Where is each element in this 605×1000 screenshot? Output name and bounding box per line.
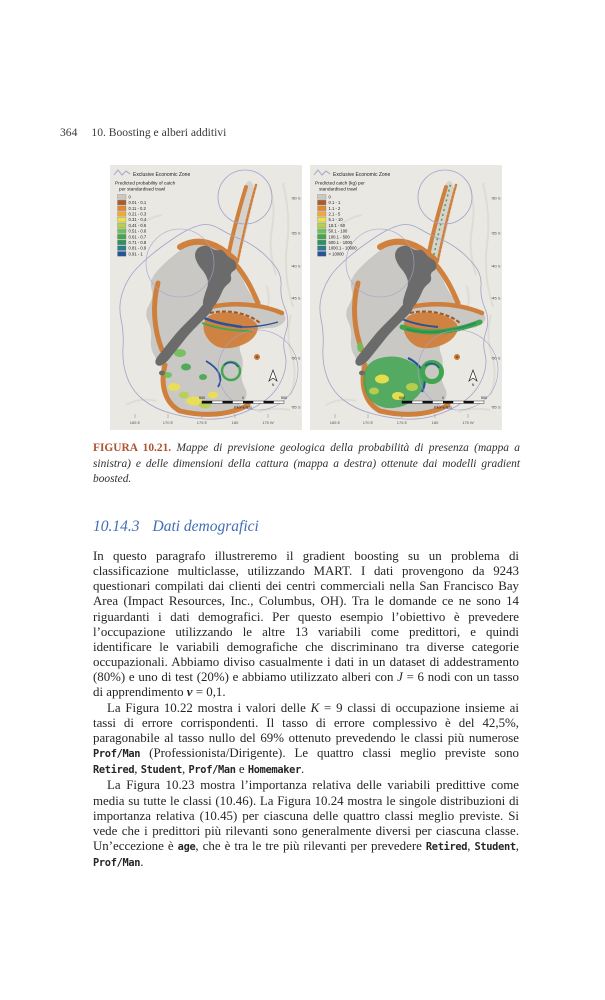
svg-text:500: 500: [480, 396, 488, 400]
legend-swatch: [118, 252, 127, 257]
svg-text:N: N: [271, 383, 275, 387]
svg-text:175 E: 175 E: [396, 420, 408, 425]
stewart-island: [159, 371, 165, 376]
figure-caption-text: Mappe di previsione geologica della probabilità di presenza (mappa a sinistra) e delle dimensioni della cattura (mappa a destra) ottenute dai modelli gradient boosted.: [93, 442, 520, 486]
stewart-island: [359, 371, 365, 376]
svg-text:Kilometers: Kilometers: [434, 405, 452, 410]
legend-swatch: [318, 246, 327, 251]
svg-text:30 S: 30 S: [292, 195, 301, 201]
svg-text:180: 180: [231, 420, 239, 425]
legend-swatch: [118, 229, 127, 234]
svg-text:1.1 - 2: 1.1 - 2: [328, 205, 341, 211]
svg-text:N: N: [471, 383, 475, 387]
svg-text:per standardised trawl: per standardised trawl: [119, 186, 166, 192]
legend-swatch: [118, 223, 127, 228]
figure-maps: [110, 165, 502, 430]
svg-text:175 E: 175 E: [196, 420, 208, 425]
legend-swatch: [318, 206, 327, 211]
page-number: 364: [60, 126, 78, 139]
svg-text:0.01 - 0.1: 0.01 - 0.1: [128, 200, 147, 206]
svg-text:2.1 - 5: 2.1 - 5: [328, 211, 341, 217]
svg-text:0: 0: [128, 194, 131, 200]
svg-text:55 S: 55 S: [492, 404, 501, 410]
svg-text:35 S: 35 S: [292, 230, 301, 236]
section-number: 10.14.3: [93, 518, 140, 535]
svg-text:500.1 - 1000: 500.1 - 1000: [328, 240, 353, 245]
svg-text:0.21 - 0.3: 0.21 - 0.3: [128, 211, 147, 217]
svg-text:500: 500: [280, 396, 288, 400]
svg-text:100.1 - 500: 100.1 - 500: [328, 234, 350, 240]
svg-text:5.1 - 10: 5.1 - 10: [328, 217, 343, 223]
svg-text:0.31 - 0.4: 0.31 - 0.4: [128, 217, 147, 223]
legend-swatch: [118, 206, 127, 211]
svg-text:0.71 - 0.8: 0.71 - 0.8: [128, 240, 147, 245]
svg-text:180: 180: [431, 420, 439, 425]
svg-text:> 10000: > 10000: [328, 251, 344, 257]
legend-swatch: [318, 223, 327, 228]
svg-text:35 S: 35 S: [492, 230, 501, 236]
body-text: [93, 549, 519, 871]
legend-swatch: [118, 240, 127, 245]
map-probability: [110, 165, 302, 430]
legend-swatch: [318, 195, 327, 200]
svg-text:175 W: 175 W: [462, 420, 474, 425]
svg-text:45 S: 45 S: [292, 295, 301, 301]
svg-text:0.41 - 0.5: 0.41 - 0.5: [128, 222, 147, 228]
legend-swatch: [118, 212, 127, 217]
svg-text:0: 0: [328, 194, 331, 200]
svg-text:55 S: 55 S: [292, 404, 301, 410]
svg-text:40 S: 40 S: [292, 263, 301, 269]
svg-text:0.1 - 1: 0.1 - 1: [328, 200, 341, 206]
svg-text:165 E: 165 E: [129, 420, 141, 425]
running-head-title: 10. Boosting e alberi additivi: [91, 126, 227, 139]
section-heading: [93, 518, 259, 536]
legend-swatch: [318, 240, 327, 245]
svg-text:standardised trawl: standardised trawl: [319, 186, 358, 192]
svg-text:50 S: 50 S: [292, 355, 301, 361]
svg-text:Exclusive Economic Zone: Exclusive Economic Zone: [133, 172, 191, 178]
svg-text:0.51 - 0.6: 0.51 - 0.6: [128, 228, 147, 234]
running-header: [60, 126, 226, 139]
map-probability-svg: [110, 165, 302, 430]
svg-text:45 S: 45 S: [492, 295, 501, 301]
svg-text:0: 0: [441, 396, 445, 400]
figure-label: FIGURA 10.21.: [93, 442, 172, 454]
paragraph: In questo paragrafo illustreremo il gradient boosting su un problema di classificazione multiclasse, utilizzando MART. I dati provengono da 9243 questionari compilati dai clienti dei centri commerciali nella San Francisco Bay Area (Impact Resources, Inc., Columbus, OH). Tra le domande ce ne sono 14 riguardanti i dati demografici. Per questo esempio l’obiettivo è prevedere l’occupazione utilizzando le altre 13 variabili come predittori, e quindi identificare le variabili demografiche che discriminano tra diverse categorie occupazionali. Abbiamo diviso casualmente i dati in un dataset di addestramento (80%) e uno di test (20%) e abbiamo utilizzato alberi con J = 6 nodi con un tasso di apprendimento ν = 0,1.: [93, 549, 519, 700]
legend-swatch: [318, 252, 327, 257]
map-catch-size-svg: [310, 165, 502, 430]
legend-swatch: [118, 200, 127, 205]
svg-text:175 W: 175 W: [262, 420, 274, 425]
svg-text:500: 500: [198, 396, 206, 400]
svg-text:Kilometers: Kilometers: [234, 405, 252, 410]
svg-text:Exclusive Economic Zone: Exclusive Economic Zone: [333, 172, 391, 178]
legend-swatch: [318, 212, 327, 217]
legend-swatch: [118, 217, 127, 222]
svg-text:0: 0: [241, 396, 245, 400]
svg-text:50.1 - 100: 50.1 - 100: [328, 228, 348, 234]
legend-swatch: [118, 234, 127, 239]
svg-text:170 E: 170 E: [162, 420, 174, 425]
svg-text:500: 500: [398, 396, 406, 400]
legend-swatch: [318, 234, 327, 239]
svg-text:50 S: 50 S: [492, 355, 501, 361]
svg-text:30 S: 30 S: [492, 195, 501, 201]
svg-text:1000.1 - 10000: 1000.1 - 10000: [328, 245, 357, 251]
svg-text:10.1 - 50: 10.1 - 50: [328, 222, 346, 228]
legend-swatch: [118, 246, 127, 251]
small-island: [455, 355, 459, 359]
svg-text:165 E: 165 E: [329, 420, 341, 425]
legend-swatch: [318, 200, 327, 205]
svg-text:Predicted probability of catch: Predicted probability of catch: [115, 180, 176, 186]
svg-text:170 E: 170 E: [362, 420, 374, 425]
legend-swatch: [118, 195, 127, 200]
svg-text:0.11 - 0.2: 0.11 - 0.2: [128, 205, 146, 211]
svg-text:40 S: 40 S: [492, 263, 501, 269]
svg-text:Predicted catch (kg) per: Predicted catch (kg) per: [315, 180, 365, 186]
map-catch-size: [310, 165, 502, 430]
paragraph: La Figura 10.23 mostra l’importanza relativa delle variabili predittive come media su tutte le classi (10.46). La Figura 10.24 mostra le singole distribuzioni di importanza relativa (10.45) per ciascuna delle quattro classi meglio previste. Si vede che i predittori più rilevanti sono generalmente diversi per ciascuna classe. Un’eccezione è age, che è tra le tre più rilevanti per prevedere Retired, Student, Prof/Man.: [93, 778, 519, 870]
legend-swatch: [318, 217, 327, 222]
small-island: [255, 355, 259, 359]
svg-text:0.61 - 0.7: 0.61 - 0.7: [128, 234, 147, 240]
svg-text:0.91 - 1: 0.91 - 1: [128, 251, 143, 257]
section-title: Dati demografici: [152, 518, 259, 535]
figure-caption: [93, 441, 520, 488]
legend-swatch: [318, 229, 327, 234]
paragraph: La Figura 10.22 mostra i valori delle K = 9 classi di occupazione insieme ai tassi di errore corrispondenti. Il tasso di errore complessivo è del 42,5%, paragonabile al tasso nullo del 69% ottenuto prevedendo le classi più numerose Prof/Man (Professionista/Dirigente). Le quattro classi meglio previste sono Retired, Student, Prof/Man e Homemaker.: [93, 700, 519, 777]
svg-text:0.81 - 0.9: 0.81 - 0.9: [128, 245, 147, 251]
